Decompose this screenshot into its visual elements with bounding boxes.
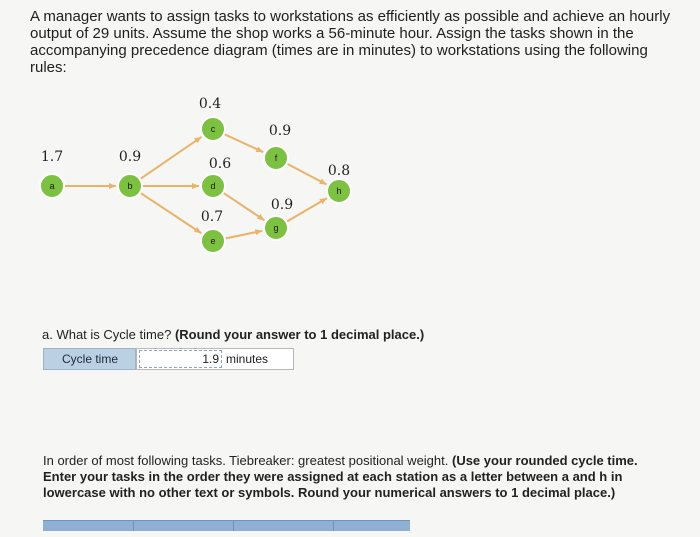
cycle-time-field: [136, 348, 294, 370]
tiebreak-bold-instruction: (Use your rounded cycle time. Enter your tasks in the order they were assigned at each station as a letter between a and h in lowercase with no other text or symbols. Round your numerical answers to 1 decimal place.): [43, 453, 638, 500]
node-time-h: 0.8: [327, 163, 351, 179]
node-label-a: a: [49, 181, 55, 191]
question-a: [42, 327, 424, 342]
node-label-d: d: [210, 181, 216, 191]
node-time-a: 1.7: [40, 149, 64, 165]
question-a-text: a. What is Cycle time?: [42, 327, 175, 342]
edge-f-h: [288, 164, 327, 184]
table-header-divider: [233, 521, 234, 531]
node-label-g: g: [273, 223, 279, 233]
cycle-time-input[interactable]: 1.9: [139, 350, 222, 368]
cycle-time-unit: minutes: [226, 352, 269, 366]
edge-e-g: [226, 231, 263, 239]
node-label-c: c: [210, 124, 216, 134]
node-label-e: e: [210, 236, 216, 246]
station-table-header: [43, 520, 410, 531]
cycle-time-label: Cycle time: [43, 348, 136, 370]
edge-c-f: [225, 134, 263, 152]
cycle-time-answer-row: [43, 348, 294, 370]
node-time-b: 0.9: [118, 149, 142, 165]
node-label-b: b: [127, 181, 133, 191]
table-header-divider: [133, 521, 134, 531]
edge-b-e: [141, 193, 201, 233]
node-time-c: 0.4: [198, 96, 222, 112]
edge-g-h: [287, 198, 327, 221]
edge-b-c: [141, 137, 202, 179]
node-time-d: 0.6: [208, 156, 232, 172]
tiebreak-instructions: [43, 453, 663, 501]
table-header-divider: [333, 521, 334, 531]
node-label-h: h: [336, 186, 342, 196]
node-time-f: 0.9: [268, 123, 292, 139]
edge-d-g: [224, 193, 265, 220]
node-time-g: 0.9: [270, 197, 294, 213]
node-label-f: f: [274, 153, 278, 163]
question-a-instruction: (Round your answer to 1 decimal place.): [174, 327, 425, 342]
tiebreak-text: In order of most following tasks. Tiebreaker: greatest positional weight.: [43, 453, 452, 468]
problem-statement: A manager wants to assign tasks to workstations as efficiently as possible and achieve an hourly output of 29 units. Assume the shop works a 56-minute hour. Assign the tasks shown in the accompanying precedence diagram (times are in minutes) to workstations using the following rules:: [30, 8, 671, 76]
node-time-e: 0.7: [200, 209, 224, 225]
